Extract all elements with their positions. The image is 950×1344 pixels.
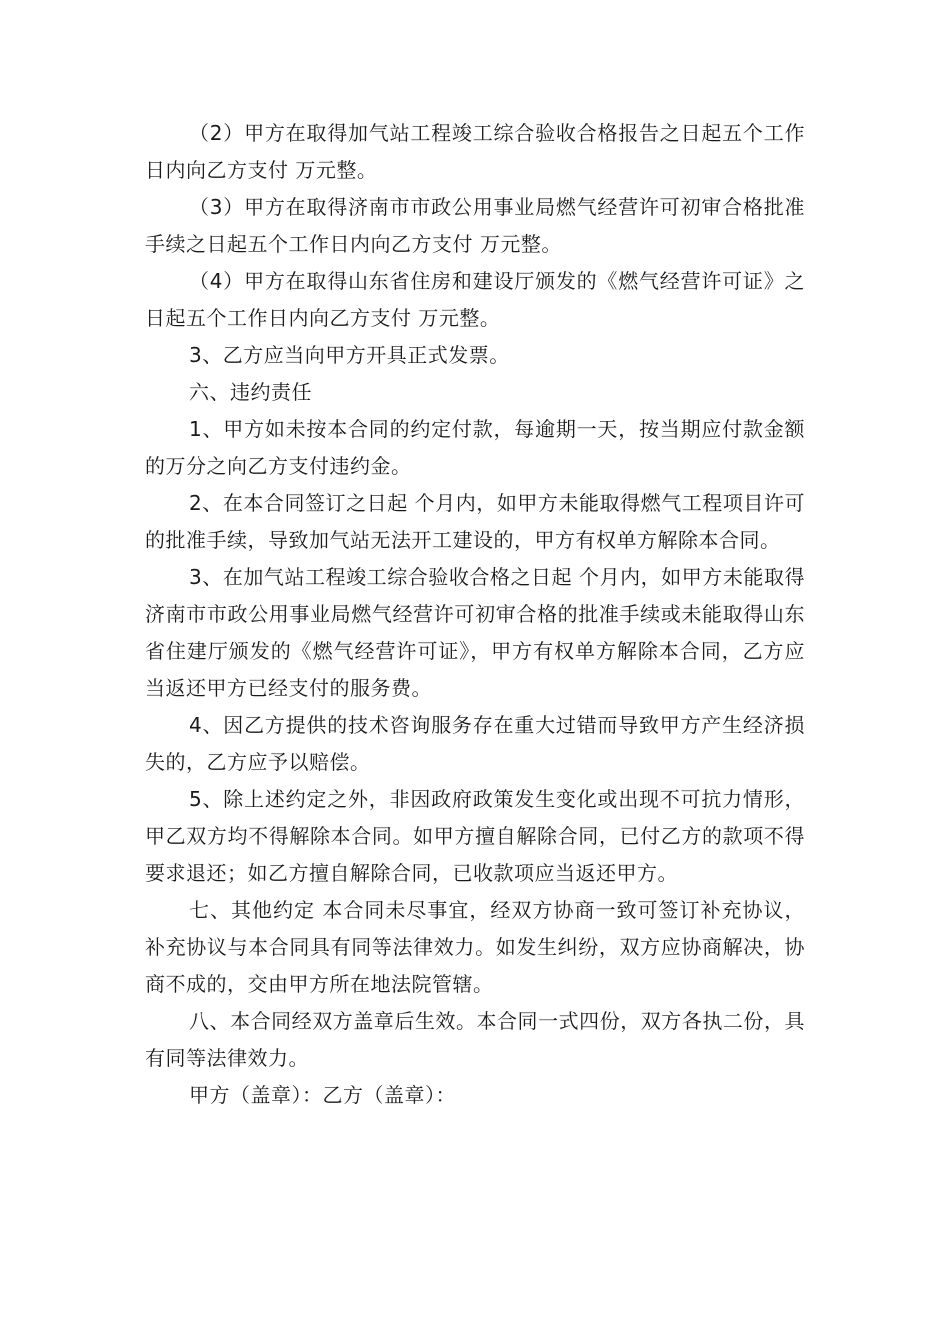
breach-clause-3: 3、在加气站工程竣工综合验收合格之日起 个月内，如甲方未能取得济南市市政公用事业局燃气经营许可初审合格的批准手续或未能取得山东省住建厅颁发的《燃气经营许可证》，甲方有权单方解除本合同，乙方应当返还甲方已经支付的服务费。 (145, 565, 805, 700)
breach-clause-1: 1、甲方如未按本合同的约定付款，每逾期一天，按当期应付款金额的万分之向乙方支付违约金。 (145, 417, 805, 478)
payment-clause-4: （4）甲方在取得山东省住房和建设厅颁发的《燃气经营许可证》之日起五个工作日内向乙方支付 万元整。 (145, 269, 805, 330)
effectiveness-clause: 八、本合同经双方盖章后生效。本合同一式四份，双方各执二份，具有同等法律效力。 (145, 1009, 805, 1070)
other-terms-clause: 七、其他约定 本合同未尽事宜，经双方协商一致可签订补充协议，补充协议与本合同具有同等法律效力。如发生纠纷，双方应协商解决，协商不成的，交由甲方所在地法院管辖。 (145, 898, 805, 996)
invoice-clause: 3、乙方应当向甲方开具正式发票。 (189, 343, 510, 367)
breach-clause-2: 2、在本合同签订之日起 个月内，如甲方未能取得燃气工程项目许可的批准手续，导致加气站无法开工建设的，甲方有权单方解除本合同。 (145, 491, 805, 552)
breach-clause-5: 5、除上述约定之外，非因政府政策发生变化或出现不可抗力情形，甲乙双方均不得解除本合同。如甲方擅自解除合同，已付乙方的款项不得要求退还；如乙方擅自解除合同，已收款项应当返还甲方。 (145, 787, 805, 885)
breach-clause-4: 4、因乙方提供的技术咨询服务存在重大过错而导致甲方产生经济损失的，乙方应予以赔偿。 (145, 713, 805, 774)
contract-body (145, 115, 805, 1114)
payment-clause-3: （3）甲方在取得济南市市政公用事业局燃气经营许可初审合格批准手续之日起五个工作日内向乙方支付 万元整。 (145, 195, 805, 256)
payment-clause-2: （2）甲方在取得加气站工程竣工综合验收合格报告之日起五个工作日内向乙方支付 万元整。 (145, 121, 805, 182)
signature-line: 甲方（盖章）：乙方（盖章）： (189, 1083, 456, 1107)
section-heading-breach: 六、违约责任 (189, 380, 312, 404)
